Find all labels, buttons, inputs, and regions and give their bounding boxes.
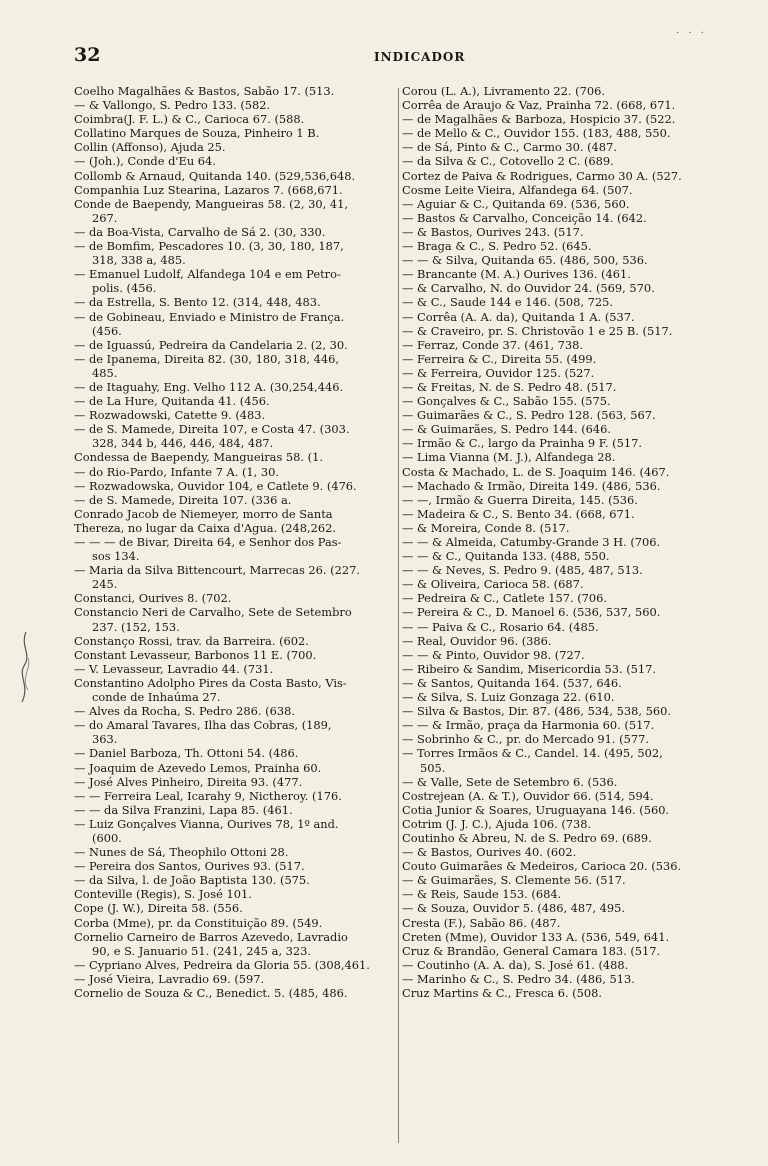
directory-entry-line: Couto Guimarães & Medeiros, Carioca 20. (536. bbox=[402, 859, 682, 874]
directory-entry-line: — de Bomfim, Pescadores 10. (3, 30, 180, 187, bbox=[74, 239, 344, 254]
directory-entry-line: — Ferreira & C., Direita 55. (499. bbox=[402, 351, 597, 366]
left-column bbox=[74, 84, 398, 1000]
directory-entry-line: — de La Hure, Quitanda 41. (456. bbox=[74, 394, 270, 409]
directory-entry-line: — Braga & C., S. Pedro 52. (645. bbox=[402, 239, 592, 254]
directory-entry-line: — Emanuel Ludolf, Alfandega 104 e em Petro- bbox=[74, 267, 341, 282]
directory-entry-line: Corou (L. A.), Livramento 22. (706. bbox=[402, 84, 605, 98]
directory-entry-line: — — Ferreira Leal, Icarahy 9, Nictheroy. (176. bbox=[74, 788, 342, 803]
directory-entry-line: — Guimarães & C., S. Pedro 128. (563, 567. bbox=[402, 408, 656, 423]
directory-entry-line: — da Estrella, S. Bento 12. (314, 448, 483. bbox=[74, 295, 321, 310]
directory-entry-line: Constant Levasseur, Barbonos 11 E. (700. bbox=[74, 647, 317, 662]
directory-entry-line: Conde de Baependy, Mangueiras 58. (2, 30, 41, bbox=[74, 196, 348, 211]
running-head: INDICADOR bbox=[374, 50, 466, 64]
directory-entry-line: — da Silva & C., Cotovello 2 C. (689. bbox=[402, 154, 614, 169]
directory-entry-line: — José Vieira, Lavradio 69. (597. bbox=[74, 971, 265, 986]
directory-entry-line: — Silva & Bastos, Dir. 87. (486, 534, 538, 560. bbox=[402, 704, 671, 719]
directory-entry-line: — de Gobineau, Enviado e Ministro de França. bbox=[74, 309, 345, 324]
directory-entry-line: — — & C., Quitanda 133. (488, 550. bbox=[402, 549, 610, 564]
column-divider bbox=[398, 88, 399, 1143]
directory-entry-line: — Ribeiro & Sandim, Misericordia 53. (517. bbox=[402, 661, 657, 676]
directory-entry-line: — Bastos & Carvalho, Conceição 14. (642. bbox=[402, 210, 647, 225]
directory-entry-line: — Ferraz, Conde 37. (461, 738. bbox=[402, 337, 584, 352]
directory-entry-line: — & Souza, Ouvidor 5. (486, 487, 495. bbox=[402, 901, 626, 916]
directory-entry-line: — Madeira & C., S. Bento 34. (668, 671. bbox=[402, 506, 635, 521]
directory-entry-line: — & Bastos, Ourives 243. (517. bbox=[402, 224, 584, 239]
directory-entry-line: 328, 344 b, 446, 446, 484, 487. bbox=[92, 436, 274, 451]
directory-entry-line: — & Guimarães, S. Clemente 56. (517. bbox=[402, 873, 626, 888]
directory-entry-line: Constanço Rossi, trav. da Barreira. (602. bbox=[74, 633, 309, 648]
directory-entry-line: 485. bbox=[92, 365, 118, 380]
directory-entry-line: — de Itaguahy, Eng. Velho 112 A. (30,254,446. bbox=[74, 379, 344, 394]
directory-entry-line: — de S. Mamede, Direita 107. (336 a. bbox=[74, 492, 292, 507]
directory-entry-line: — — — de Bivar, Direita 64, e Senhor dos Pas- bbox=[74, 535, 342, 549]
directory-entry-line: — — & Silva, Quitanda 65. (486, 500, 536. bbox=[402, 253, 648, 268]
directory-entry-line: Conteville (Regis), S. José 101. bbox=[74, 887, 252, 902]
directory-entry-line: — de Magalhães & Barboza, Hospicio 37. (522. bbox=[402, 112, 676, 127]
directory-entry-line: Condessa de Baependy, Mangueiras 58. (1. bbox=[74, 450, 323, 465]
directory-entry-line: Coelho Magalhães & Bastos, Sabão 17. (513. bbox=[74, 84, 335, 98]
directory-entry-line: — da Silva, l. de João Baptista 130. (575. bbox=[74, 873, 310, 888]
directory-entry-line: Cruz Martins & C., Fresca 6. (508. bbox=[402, 986, 602, 1000]
directory-entry-line: — & Silva, S. Luiz Gonzaga 22. (610. bbox=[402, 690, 615, 705]
directory-entry-line: — José Alves Pinheiro, Direita 93. (477. bbox=[74, 774, 303, 789]
directory-entry-line: — — da Silva Franzini, Lapa 85. (461. bbox=[74, 802, 293, 817]
directory-entry-line: Constancio Neri de Carvalho, Sete de Setembro bbox=[74, 605, 352, 620]
directory-entry-line: — de Iguassú, Pedreira da Candelaria 2. (2, 30. bbox=[74, 337, 348, 352]
directory-entry-line: — Maria da Silva Bittencourt, Marrecas 26. (227. bbox=[74, 563, 360, 578]
directory-entry-line: Coutinho & Abreu, N. de S. Pedro 69. (689. bbox=[402, 830, 652, 845]
directory-entry-line: — & Freitas, N. de S. Pedro 48. (517. bbox=[402, 379, 617, 394]
directory-entry-line: — Brancante (M. A.) Ourives 136. (461. bbox=[402, 267, 631, 282]
directory-entry-line: Cornelio Carneiro de Barros Azevedo, Lavradio bbox=[74, 929, 348, 944]
directory-entry-line: (600. bbox=[92, 830, 122, 845]
directory-entry-line: — — & Neves, S. Pedro 9. (485, 487, 513. bbox=[402, 563, 643, 578]
directory-entry-line: conde de Inhaúma 27. bbox=[92, 690, 221, 705]
directory-entry-line: — Sobrinho & C., pr. do Mercado 91. (577. bbox=[402, 732, 649, 747]
directory-entry-line: — Joaquim de Azevedo Lemos, Prainha 60. bbox=[74, 760, 322, 775]
directory-entry-line: — Cypriano Alves, Pedreira da Gloria 55. (308,461. bbox=[74, 957, 370, 972]
directory-entry-line: Collatino Marques de Souza, Pinheiro 1 B. bbox=[74, 126, 320, 141]
directory-entry-line: — Marinho & C., S. Pedro 34. (486, 513. bbox=[402, 971, 635, 986]
directory-entry-line: Companhia Luz Stearina, Lazaros 7. (668,671. bbox=[74, 182, 343, 197]
directory-entry-line: — Nunes de Sá, Theophilo Ottoni 28. bbox=[74, 845, 289, 860]
directory-entry-line: polis. (456. bbox=[92, 281, 157, 296]
directory-entry-line: — & Guimarães, S. Pedro 144. (646. bbox=[402, 422, 612, 437]
directory-entry-line: Cotia Junior & Soares, Uruguayana 146. (560. bbox=[402, 802, 670, 817]
directory-entry-line: — de S. Mamede, Direita 107, e Costa 47. (303. bbox=[74, 422, 350, 437]
directory-entry-line: — —, Irmão & Guerra Direita, 145. (536. bbox=[402, 492, 638, 507]
directory-entry-line: Constanci, Ourives 8. (702. bbox=[74, 591, 232, 606]
directory-entry-line: — — Paiva & C., Rosario 64. (485. bbox=[402, 619, 599, 634]
directory-entry-line: 245. bbox=[92, 577, 118, 592]
directory-entry-line: — & Valle, Sete de Setembro 6. (536. bbox=[402, 774, 618, 789]
directory-entry-line: Cresta (F.), Sabão 86. (487. bbox=[402, 915, 561, 930]
directory-entry-line: Conrado Jacob de Niemeyer, morro de Santa bbox=[74, 506, 333, 521]
directory-entry-line: — Corrêa (A. A. da), Quitanda 1 A. (537. bbox=[402, 309, 635, 324]
directory-entry-line: — Rozwadowski, Catette 9. (483. bbox=[74, 408, 266, 423]
directory-entry-line: — Pedreira & C., Catlete 157. (706. bbox=[402, 591, 608, 606]
directory-entry-line: Cope (J. W.), Direita 58. (556. bbox=[74, 901, 243, 916]
directory-entry-line: sos 134. bbox=[92, 549, 140, 564]
directory-entry-line: Constantino Adolpho Pires da Costa Basto, Vis- bbox=[74, 675, 347, 690]
directory-entry-line: 267. bbox=[92, 210, 118, 225]
page-number: 32 bbox=[74, 44, 101, 66]
directory-entry-line: — Lima Vianna (M. J.), Alfandega 28. bbox=[402, 450, 616, 465]
directory-entry-line: Corba (Mme), pr. da Constituição 89. (549. bbox=[74, 915, 323, 930]
directory-entry-line: — Torres Irmãos & C., Candel. 14. (495, 502, bbox=[402, 746, 663, 761]
directory-entry-line: — Coutinho (A. A. da), S. José 61. (488. bbox=[402, 957, 629, 972]
directory-entry-line: — & Vallongo, S. Pedro 133. (582. bbox=[74, 98, 271, 113]
directory-entry-line: Cotrim (J. J. C.), Ajuda 106. (738. bbox=[402, 816, 592, 831]
directory-entry-line: — (Joh.), Conde d'Eu 64. bbox=[74, 154, 216, 169]
directory-entry-line: — Pereira & C., D. Manoel 6. (536, 537, 560. bbox=[402, 605, 661, 620]
directory-entry-line: 90, e S. Januario 51. (241, 245 a, 323. bbox=[92, 943, 312, 958]
directory-entry-line: — & Ferreira, Ouvidor 125. (527. bbox=[402, 365, 595, 380]
directory-entry-line: — do Rio-Pardo, Infante 7 A. (1, 30. bbox=[74, 464, 279, 479]
directory-entry-line: 363. bbox=[92, 732, 118, 747]
directory-entry-line: Collomb & Arnaud, Quitanda 140. (529,536,648. bbox=[74, 168, 356, 183]
directory-entry-line: Corrêa de Araujo & Vaz, Prainha 72. (668, 671. bbox=[402, 98, 676, 113]
paper-speckle: · · · bbox=[676, 28, 707, 39]
directory-entry-line: — de Mello & C., Ouvidor 155. (183, 488, 550. bbox=[402, 126, 671, 141]
directory-entry-line: Coimbra(J. F. L.) & C., Carioca 67. (588. bbox=[74, 112, 305, 127]
directory-entry-line: — & Moreira, Conde 8. (517. bbox=[402, 520, 570, 535]
directory-entry-line: — & Carvalho, N. do Ouvidor 24. (569, 570. bbox=[402, 281, 655, 296]
directory-entry-line: Collin (Affonso), Ajuda 25. bbox=[74, 140, 226, 155]
directory-entry-line: (456. bbox=[92, 323, 122, 338]
directory-entry-line: — — & Irmão, praça da Harmonia 60. (517. bbox=[402, 718, 655, 733]
directory-entry-line: — & Reis, Saude 153. (684. bbox=[402, 887, 562, 902]
directory-entry-line: — & Oliveira, Carioca 58. (687. bbox=[402, 577, 584, 592]
directory-entry-line: — & C., Saude 144 e 146. (508, 725. bbox=[402, 295, 614, 310]
margin-ink-mark bbox=[12, 628, 40, 708]
directory-entry-line: Creten (Mme), Ouvidor 133 A. (536, 549, 641. bbox=[402, 929, 670, 944]
directory-entry-line: — — & Almeida, Catumby-Grande 3 H. (706. bbox=[402, 535, 661, 549]
page-header bbox=[74, 44, 714, 70]
directory-entry-line: — — & Pinto, Ouvidor 98. (727. bbox=[402, 647, 585, 662]
directory-entry-line: — Machado & Irmão, Direita 149. (486, 536. bbox=[402, 478, 661, 493]
right-column bbox=[402, 84, 732, 1000]
directory-entry-line: — Pereira dos Santos, Ourives 93. (517. bbox=[74, 859, 305, 874]
directory-entry-line: — Alves da Rocha, S. Pedro 286. (638. bbox=[74, 704, 295, 719]
directory-entry-line: — Aguiar & C., Quitanda 69. (536, 560. bbox=[402, 196, 630, 211]
directory-entry-line: Cortez de Paiva & Rodrigues, Carmo 30 A. (527. bbox=[402, 168, 682, 183]
directory-entry-line: — Irmão & C., largo da Prainha 9 F. (517. bbox=[402, 436, 642, 451]
directory-entry-line: — Gonçalves & C., Sabão 155. (575. bbox=[402, 394, 611, 409]
directory-entry-line: — V. Levasseur, Lavradio 44. (731. bbox=[74, 661, 274, 676]
directory-entry-line: — Rozwadowska, Ouvidor 104, e Catlete 9. (476. bbox=[74, 478, 357, 493]
directory-entry-line: — Daniel Barboza, Th. Ottoni 54. (486. bbox=[74, 746, 299, 761]
directory-entry-line: 318, 338 a, 485. bbox=[92, 253, 186, 268]
directory-entry-line: — do Amaral Tavares, Ilha das Cobras, (189, bbox=[74, 718, 332, 733]
directory-entry-line: 237. (152, 153. bbox=[92, 619, 180, 634]
directory-entry-line: — de Sá, Pinto & C., Carmo 30. (487. bbox=[402, 140, 617, 155]
directory-entry-line: Costrejean (A. & T.), Ouvidor 66. (514, 594. bbox=[402, 788, 654, 803]
directory-entry-line: Cornelio de Souza & C., Benedict. 5. (485, 486. bbox=[74, 986, 348, 1000]
directory-entry-line: — Real, Ouvidor 96. (386. bbox=[402, 633, 552, 648]
directory-entry-line: — Luiz Gonçalves Vianna, Ourives 78, 1º and. bbox=[74, 816, 339, 831]
directory-entry-line: — & Santos, Quitanda 164. (537, 646. bbox=[402, 675, 622, 690]
directory-entry-line: Costa & Machado, L. de S. Joaquim 146. (467. bbox=[402, 464, 670, 479]
directory-entry-line: — & Bastos, Ourives 40. (602. bbox=[402, 845, 577, 860]
directory-entry-line: Thereza, no lugar da Caixa d'Agua. (248,262. bbox=[74, 520, 337, 535]
directory-entry-line: Cruz & Brandão, General Camara 183. (517. bbox=[402, 943, 661, 958]
directory-entry-line: Cosme Leite Vieira, Alfandega 64. (507. bbox=[402, 182, 633, 197]
directory-entry-line: 505. bbox=[420, 760, 446, 775]
directory-entry-line: — da Boa-Vista, Carvalho de Sá 2. (30, 330. bbox=[74, 224, 326, 239]
directory-entry-line: — & Craveiro, pr. S. Christovão 1 e 25 B. (517. bbox=[402, 323, 673, 338]
directory-entry-line: — de Ipanema, Direita 82. (30, 180, 318, 446, bbox=[74, 351, 339, 366]
